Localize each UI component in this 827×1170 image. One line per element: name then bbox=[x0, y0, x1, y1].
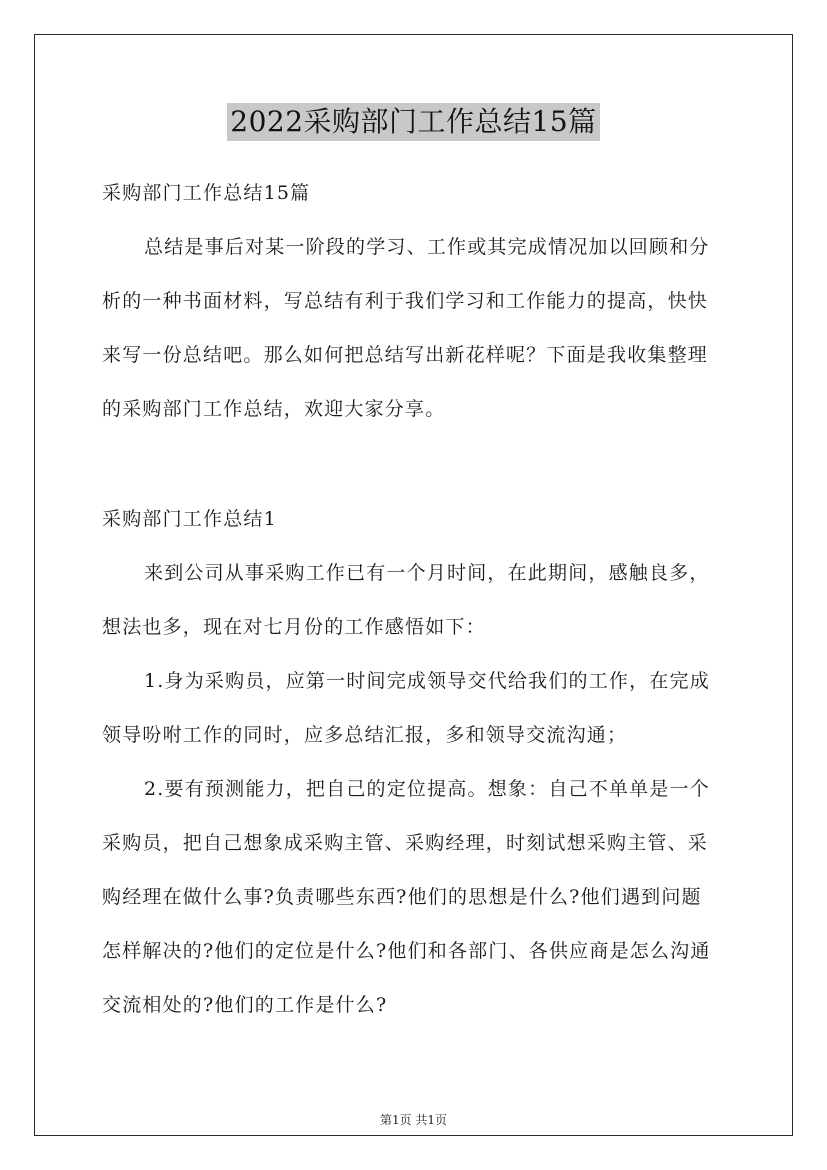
intro-line: 来写一份总结吧。那么如何把总结写出新花样呢？下面是我收集整理 bbox=[102, 344, 709, 366]
subtitle bbox=[102, 166, 742, 220]
paragraph-line: 1.身为采购员，应第一时间完成领导交代给我们的工作，在完成 bbox=[144, 670, 710, 692]
intro-line: 总结是事后对某一阶段的学习、工作或其完成情况加以回顾和分 bbox=[144, 236, 710, 258]
paragraph-line: 来到公司从事采购工作已有一个月时间，在此期间，感触良多， bbox=[144, 562, 710, 584]
section-heading bbox=[102, 492, 742, 546]
section-heading-text: 采购部门工作总结1 bbox=[102, 508, 277, 530]
paragraph-line: 怎样解决的?他们的定位是什么?他们和各部门、各供应商是怎么沟通 bbox=[102, 940, 711, 962]
paragraph-1 bbox=[102, 546, 742, 654]
paragraph-line: 想法也多，现在对七月份的工作感悟如下： bbox=[102, 616, 486, 638]
page-footer: 第1页 共1页 bbox=[379, 1113, 448, 1127]
intro-paragraph bbox=[102, 220, 742, 436]
paragraph-line: 2.要有预测能力，把自己的定位提高。想象：自己不单单是一个 bbox=[144, 778, 710, 800]
paragraph-line: 领导吩咐工作的同时，应多总结汇报，多和领导交流沟通； bbox=[102, 724, 628, 746]
paragraph-2 bbox=[102, 654, 742, 762]
paragraph-line: 交流相处的?他们的工作是什么? bbox=[102, 994, 388, 1016]
subtitle-text: 采购部门工作总结15篇 bbox=[102, 182, 311, 204]
paragraph-line: 采购员，把自己想象成采购主管、采购经理，时刻试想采购主管、采 bbox=[102, 832, 709, 854]
document-title: 2022采购部门工作总结15篇 bbox=[227, 103, 599, 141]
paragraph-3 bbox=[102, 762, 742, 1032]
intro-line: 析的一种书面材料，写总结有利于我们学习和工作能力的提高，快快 bbox=[102, 290, 709, 312]
intro-line: 的采购部门工作总结，欢迎大家分享。 bbox=[102, 398, 446, 420]
paragraph-line: 购经理在做什么事?负责哪些东西?他们的思想是什么?他们遇到问题 bbox=[102, 886, 702, 908]
title-container bbox=[0, 103, 827, 141]
